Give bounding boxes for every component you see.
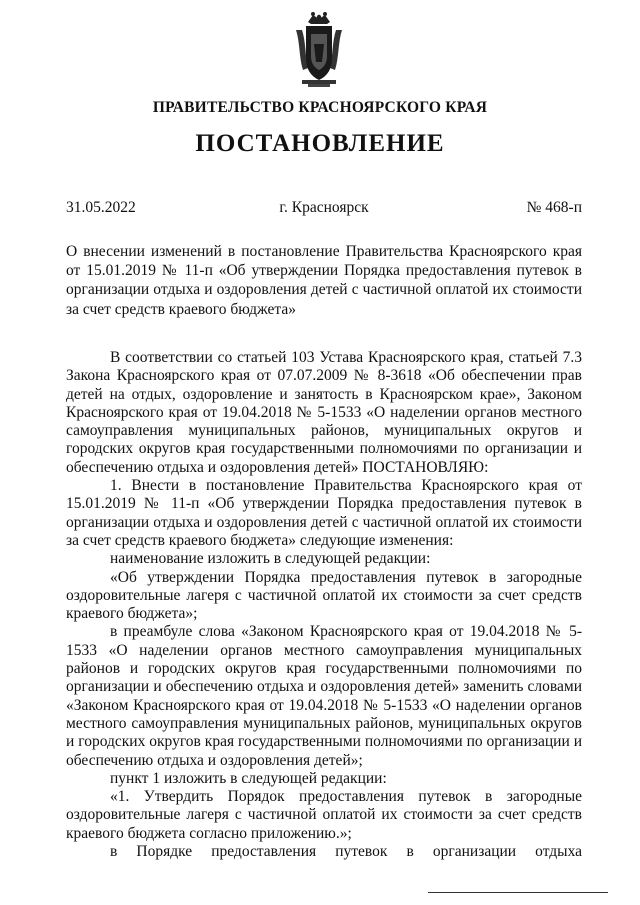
body-paragraph: пункт 1 изложить в следующей редакции: — [110, 769, 387, 787]
document-meta — [66, 199, 582, 219]
body-paragraph: в Порядке предоставления путевок в организации отдыха — [110, 843, 582, 861]
body-paragraph: «Об утверждении Порядка предоставления путевок в загородные оздоровительные лагеря с частичной оплатой их стоимости за счет средств краевого бюджета»; — [66, 568, 582, 623]
body-paragraph: «1. Утвердить Порядок предоставления путевок в загородные оздоровительные лагеря с частичной оплатой их стоимости за счет средств краевого бюджета согласно приложению.»; — [66, 788, 582, 842]
government-name: ПРАВИТЕЛЬСТВО КРАСНОЯРСКОГО КРАЯ — [152, 99, 488, 116]
document-subject: О внесении изменений в постановление Правительства Красноярского края от 15.01.2019 № 11-п «Об утверждении Порядка предоставления путевок в организации отдыха и оздоровления детей с частичной оплатой их стоимости за счет средств краевого бюджета» — [66, 243, 582, 318]
document-type: ПОСТАНОВЛЕНИЕ — [195, 130, 445, 157]
body-paragraph: В соответствии со статьей 103 Устава Красноярского края, статьей 7.3 Закона Красноярского края от 07.07.2009 № 8-3618 «Об обеспечении прав детей на отдых, оздоровление и занятость в Красноярском крае», Законом Красноярского края от 19.04.2018 № 5-1533 «О наделении органов местного самоуправления муниципальных районов, муниципальных округов и городских округов края государственными полномочиями по организации и обеспечению отдыха и оздоровления детей» ПОСТАНОВЛЯЮ: — [66, 349, 582, 476]
body-paragraph: наименование изложить в следующей редакции: — [110, 550, 431, 568]
document-number: № 468-п — [526, 199, 582, 216]
document-body — [66, 349, 582, 861]
document-date: 31.05.2022 — [66, 199, 136, 216]
coat-of-arms-icon — [294, 8, 344, 90]
body-paragraph: в преамбуле слова «Законом Красноярского края от 19.04.2018 № 5-1533 «О наделении органов местного самоуправления муниципальных районов и городских округов края государственными полномочиями по организации и обеспечению отдыха и оздоровления детей» заменить словами «Законом Красноярского края от 19.04.2018 № 5-1533 «О наделении органов местного самоуправления муниципальных районов, муниципальных округов и городских округов края государственными полномочиями по организации и обеспечению отдыха и оздоровления детей»; — [66, 623, 582, 769]
footer-line — [428, 892, 608, 893]
document-city: г. Красноярск — [279, 199, 369, 216]
body-paragraph: 1. Внести в постановление Правительства Красноярского края от 15.01.2019 № 11-п «Об утверждении Порядка предоставления путевок в организации отдыха и оздоровления детей с частичной оплатой их стоимости за счет средств краевого бюджета» следующие изменения: — [66, 477, 582, 549]
